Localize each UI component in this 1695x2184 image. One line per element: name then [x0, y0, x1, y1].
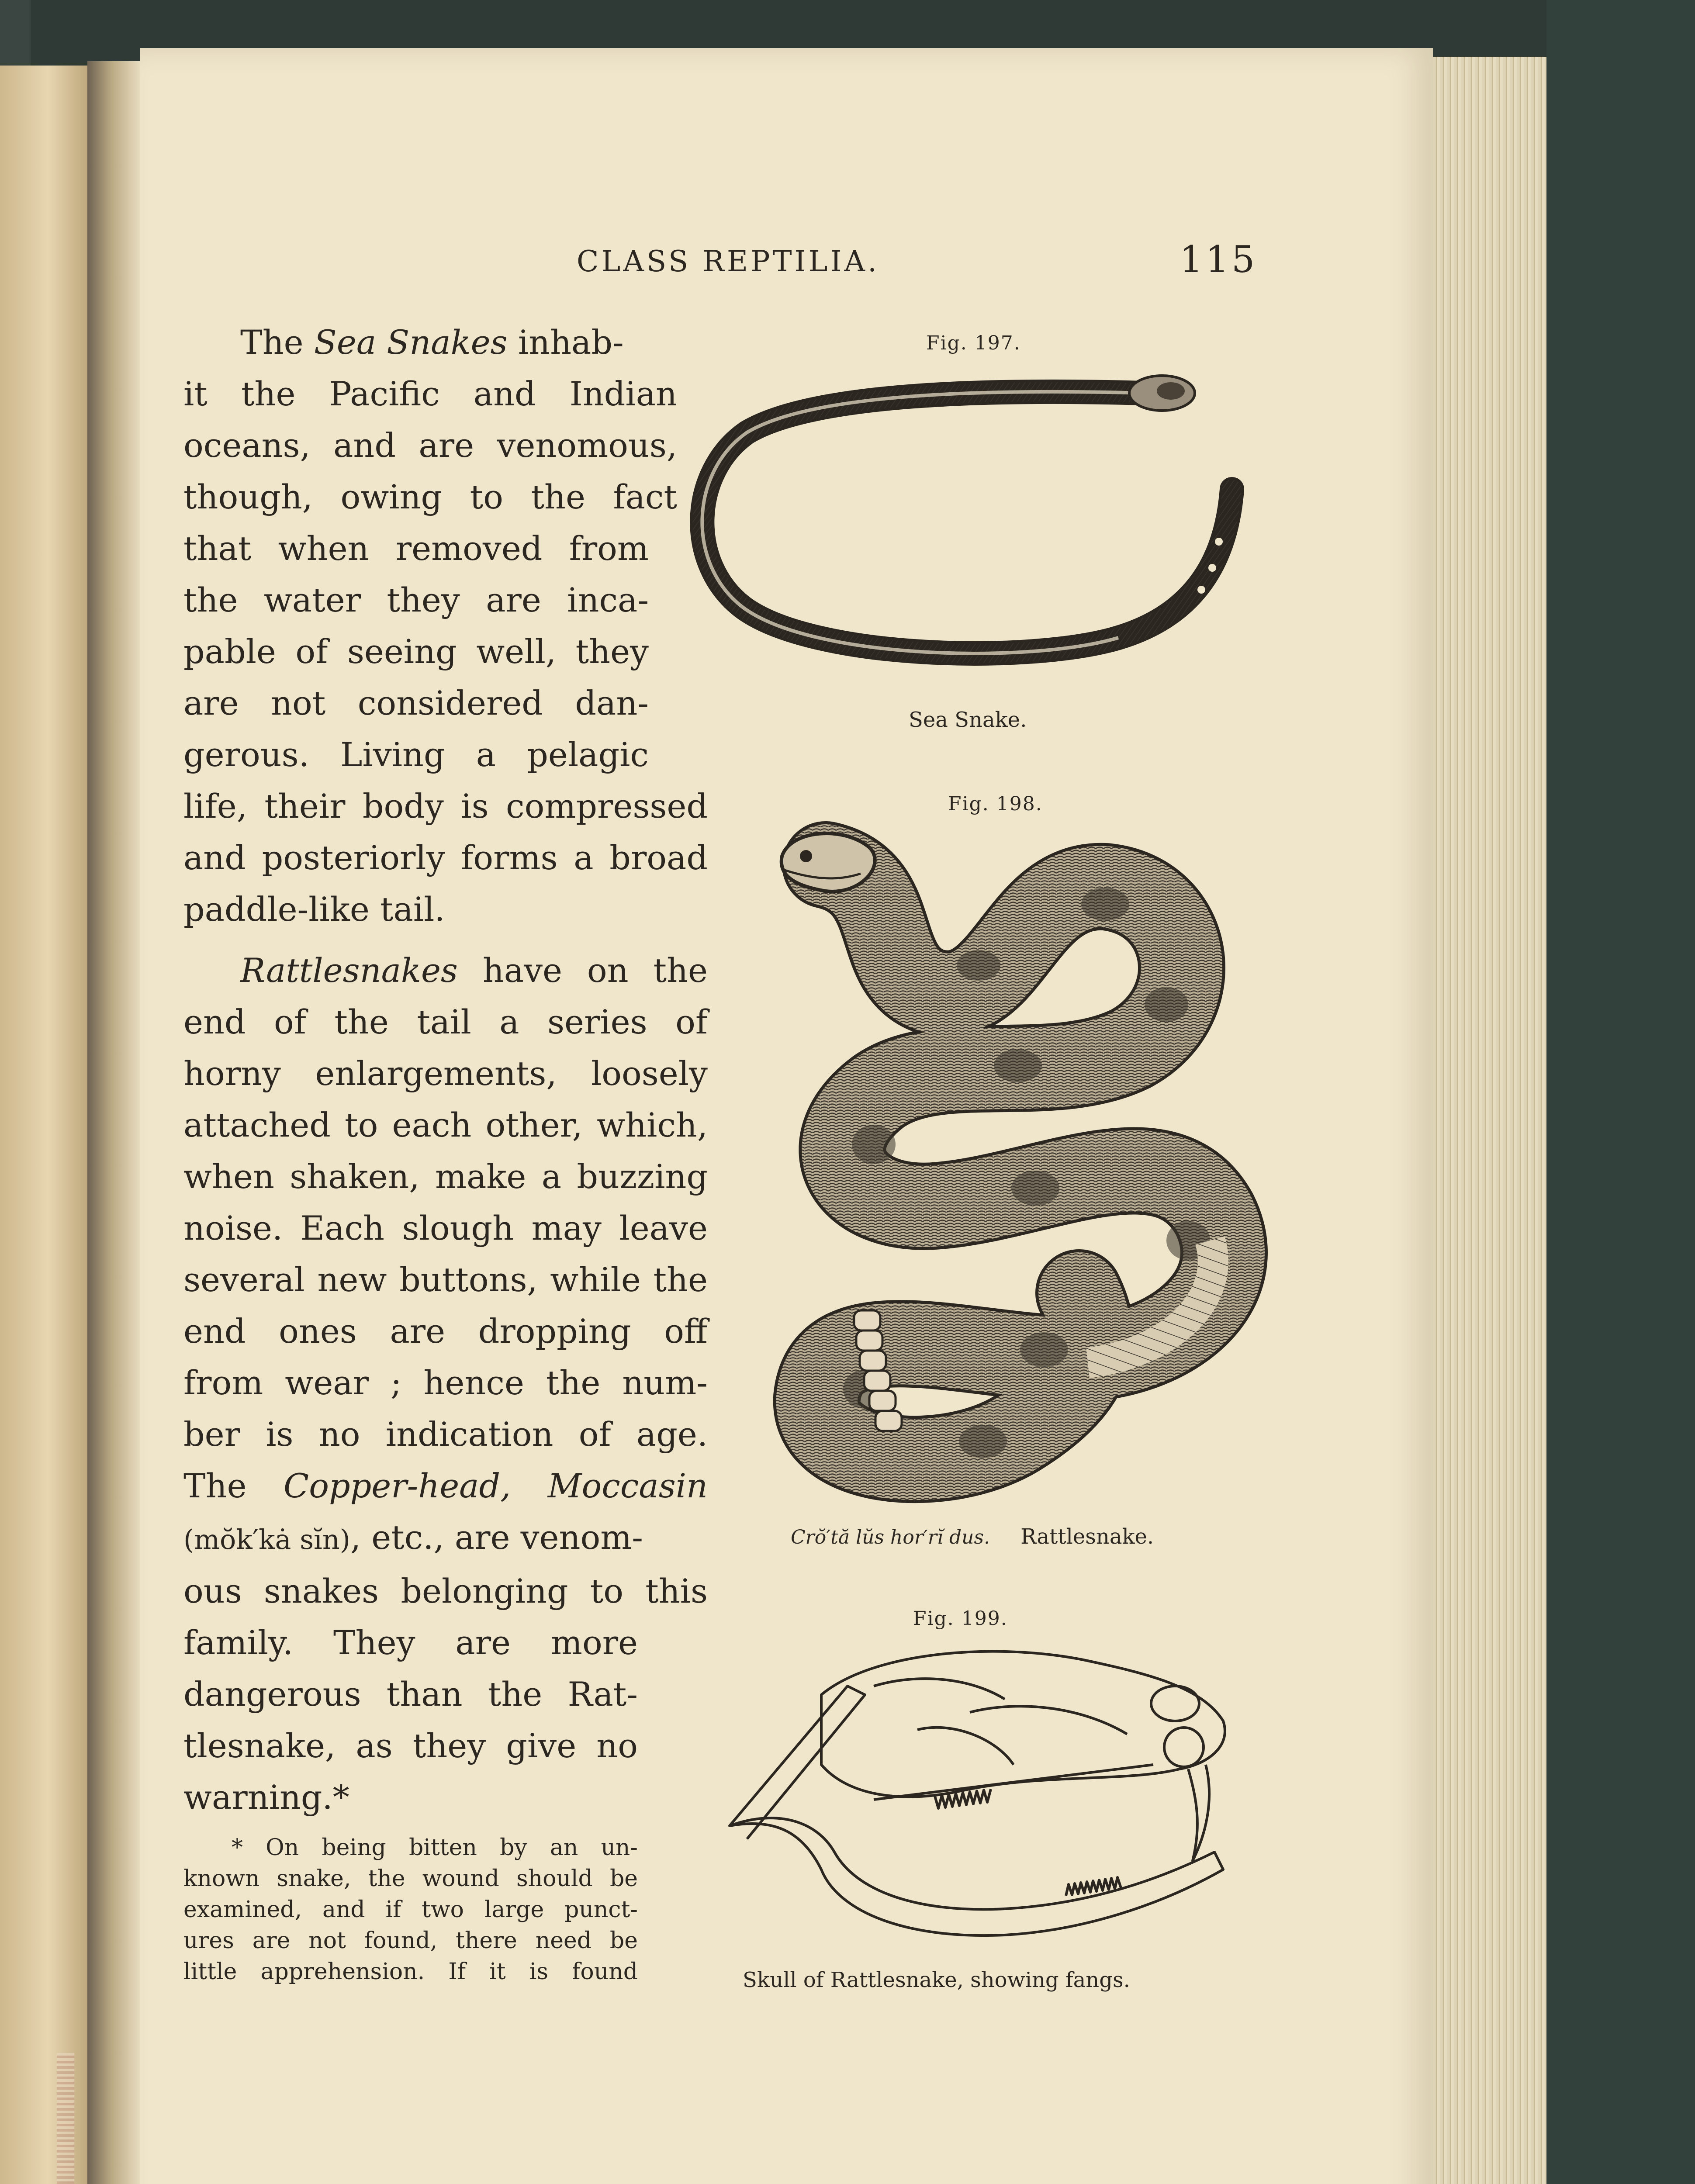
figure-197-label: Fig. 197. — [926, 332, 1021, 354]
text-line: oceans, and are venomous, — [183, 426, 677, 465]
rattlesnake-illustration — [773, 821, 1245, 1520]
figure-197-caption: Sea Snake. — [909, 708, 1027, 732]
text-line: The Copper-head, Moccasin — [183, 1466, 708, 1505]
figure-198-common-name: Rattlesnake. — [1020, 1524, 1154, 1549]
book-gutter — [87, 61, 140, 2184]
text-line: family. They are more — [183, 1623, 638, 1662]
text-line: (mŏk′kȧ sĭn), etc., are venom- — [183, 1518, 643, 1557]
footnote-line: little apprehension. If it is found — [183, 1959, 638, 1985]
text-line: noise. Each slough may leave — [183, 1209, 708, 1248]
text-line: though, owing to the fact — [183, 477, 677, 516]
footnote-line: examined, and if two large punct- — [183, 1897, 638, 1923]
sea-snake-illustration — [681, 363, 1263, 712]
text-line: horny enlargements, loosely — [183, 1054, 708, 1093]
book-cover-top — [0, 0, 1695, 48]
body-text — [183, 317, 712, 1823]
text-line: The Sea Snakes inhab- — [240, 323, 624, 362]
footnote-line: ures are not found, there need be — [183, 1928, 638, 1954]
text-line: tlesnake, as they give no — [183, 1726, 638, 1765]
text-line: ous snakes belonging to this — [183, 1572, 708, 1610]
page-block-edges — [1433, 57, 1549, 2184]
text-line: it the Pacific and Indian — [183, 374, 677, 413]
page-number: 115 — [1180, 238, 1258, 281]
text-line: paddle-like tail. — [183, 890, 445, 929]
text-line: that when removed from — [183, 529, 649, 568]
figure-199-caption: Skull of Rattlesnake, showing fangs. — [743, 1968, 1130, 1992]
running-head: CLASS REPTILIA. — [577, 245, 880, 278]
figure-198-caption — [791, 1524, 1154, 1549]
figure-199-label: Fig. 199. — [913, 1607, 1008, 1630]
book-cover-right — [1546, 0, 1695, 2184]
text-line: the water they are inca- — [183, 581, 649, 619]
figure-198-latin-name: Crŏ′tă lŭs hor′rĭ dus. — [791, 1526, 990, 1548]
text-line: warning.* — [183, 1778, 349, 1817]
footnote-line: * On being bitten by an un- — [232, 1835, 638, 1861]
rattlesnake-skull-illustration — [690, 1634, 1245, 1957]
text-line: pable of seeing well, they — [183, 632, 649, 671]
text-line: ber is no indication of age. — [183, 1415, 708, 1454]
facing-page-edge — [0, 66, 89, 2184]
text-line: end of the tail a series of — [183, 1002, 708, 1041]
text-line: dangerous than the Rat- — [183, 1675, 638, 1714]
text-line: gerous. Living a pelagic — [183, 735, 649, 774]
footnote — [183, 1832, 638, 1987]
text-line: end ones are dropping off — [183, 1312, 708, 1351]
text-line: Rattlesnakes have on the — [240, 951, 708, 990]
text-line: and posteriorly forms a broad — [183, 838, 708, 877]
text-line: from wear ; hence the num- — [183, 1363, 708, 1402]
text-line: are not considered dan- — [183, 684, 649, 722]
text-line: several new buttons, while the — [183, 1260, 708, 1299]
text-line: attached to each other, which, — [183, 1106, 708, 1144]
footnote-line: known snake, the wound should be — [183, 1866, 638, 1892]
facing-page-stain — [57, 2053, 74, 2184]
figure-198-label: Fig. 198. — [948, 793, 1043, 815]
text-line: when shaken, make a buzzing — [183, 1157, 708, 1196]
text-line: life, their body is compressed — [183, 787, 708, 826]
